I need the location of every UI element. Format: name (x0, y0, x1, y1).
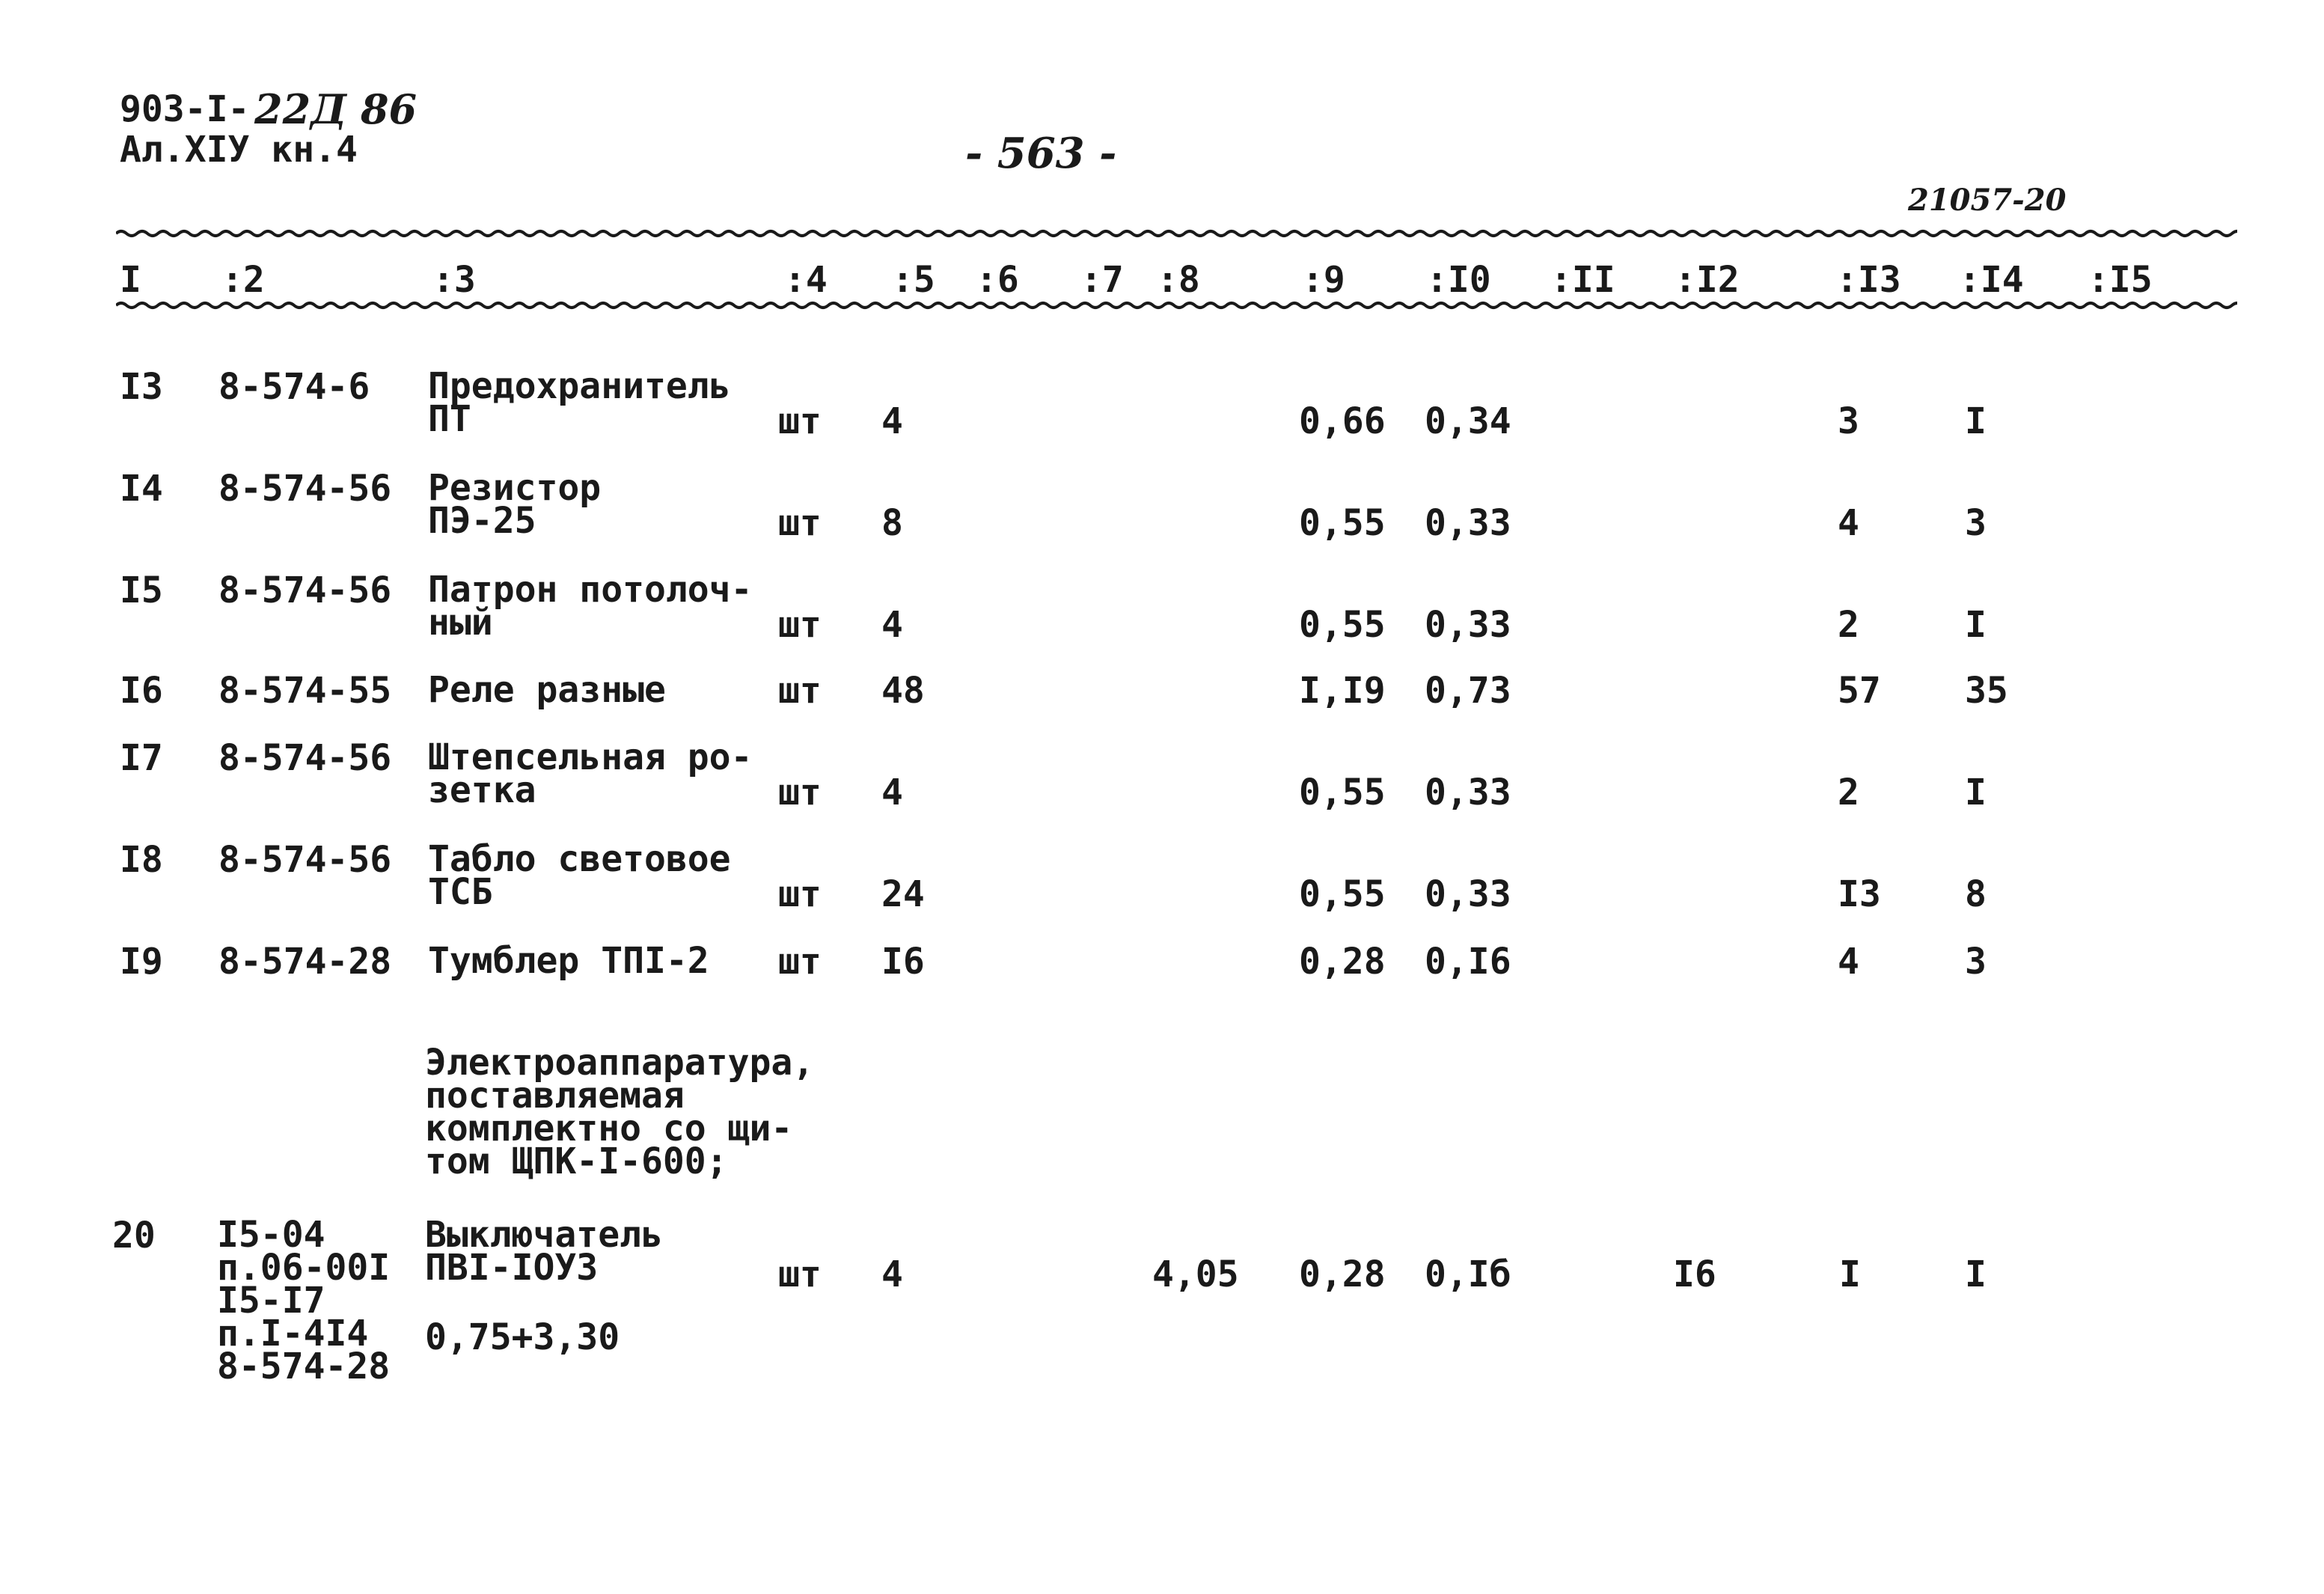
col13-value: I3 (1838, 873, 1881, 915)
col9-value: 0,28 (1299, 1253, 1386, 1295)
col10-value: 0,I6 (1425, 941, 1511, 983)
col13-value: 4 (1838, 941, 1859, 983)
item-name: Выключатель ПВI-IОУЗ (425, 1214, 663, 1289)
quantity: 48 (881, 670, 925, 712)
unit: шт (778, 502, 822, 544)
col14-value: I (1965, 604, 1987, 646)
item-name: Резистор ПЭ-25 (428, 467, 602, 542)
col9-value: 0,55 (1299, 873, 1386, 915)
column-header-rule (116, 298, 2237, 313)
col14-value: 3 (1965, 502, 1987, 544)
section-heading: Электроаппаратура, поставляемая комплектно со щи- том ЩПК-I-600; (425, 1042, 815, 1182)
price-code: 8-574-56 (218, 737, 392, 779)
col13-value: I (1839, 1253, 1861, 1295)
col9-value: 0,55 (1299, 502, 1386, 544)
col14-value: 3 (1965, 941, 1987, 983)
col10-value: 0,33 (1425, 772, 1511, 813)
quantity: 4 (881, 400, 903, 442)
col14-value: I (1965, 1253, 1987, 1295)
col13-value: 2 (1838, 604, 1859, 646)
column-number: :7 (1080, 259, 1124, 301)
unit: шт (778, 873, 822, 915)
col14-value: 8 (1965, 873, 1987, 915)
row-number: I6 (120, 670, 163, 712)
column-number: :9 (1302, 259, 1345, 301)
column-number: :II (1550, 259, 1615, 301)
col10-value: 0,33 (1425, 604, 1511, 646)
column-number: :6 (976, 259, 1019, 301)
price-code: 8-574-6 (218, 366, 370, 408)
unit: шт (778, 670, 822, 712)
col13-value: 57 (1838, 670, 1881, 712)
quantity: 24 (881, 873, 925, 915)
top-rule (116, 226, 2237, 241)
column-number: :2 (221, 259, 265, 301)
formula: 0,75+3,30 (425, 1316, 620, 1358)
col13-value: 4 (1838, 502, 1859, 544)
quantity: 4 (881, 1253, 903, 1295)
column-number: :I5 (2088, 259, 2153, 301)
unit: шт (778, 1253, 822, 1295)
column-number: :I3 (1836, 259, 1901, 301)
item-name: Патрон потолоч- ный (428, 569, 753, 644)
item-name: Тумблер ТПI-2 (428, 940, 709, 982)
row-number: I3 (120, 366, 163, 408)
col9-value: 0,66 (1299, 400, 1386, 442)
column-number: :5 (892, 259, 935, 301)
page-number: - 563 - (965, 129, 1117, 178)
price-code: 8-574-56 (218, 569, 392, 611)
col9-value: 0,55 (1299, 772, 1386, 813)
col14-value: I (1965, 772, 1987, 813)
row-number: 20 (112, 1215, 156, 1256)
col10-value: 0,33 (1425, 873, 1511, 915)
price-code: 8-574-55 (218, 670, 392, 712)
quantity: I6 (881, 941, 925, 983)
unit: шт (778, 941, 822, 983)
header-album-book: Ал.XIУ кн.4 (120, 129, 358, 171)
item-name: Табло световое ТСБ (428, 838, 731, 913)
quantity: 8 (881, 502, 903, 544)
col10-value: 0,33 (1425, 502, 1511, 544)
col9-value: 0,55 (1299, 604, 1386, 646)
quantity: 4 (881, 772, 903, 813)
header-code: 903-I- (120, 88, 250, 130)
col9-value: I,I9 (1299, 670, 1386, 712)
item-name: Штепсельная ро- зетка (428, 736, 753, 811)
col10-value: 0,73 (1425, 670, 1511, 712)
col10-value: 0,34 (1425, 400, 1511, 442)
column-number: :I0 (1426, 259, 1491, 301)
row-number: I5 (120, 569, 163, 611)
unit: шт (778, 772, 822, 813)
column-number: :I2 (1675, 259, 1740, 301)
col8-value: 4,05 (1152, 1253, 1239, 1295)
row-number: I7 (120, 737, 163, 779)
item-name: Предохранитель ПТ (428, 365, 731, 440)
unit: шт (778, 400, 822, 442)
col14-value: 35 (1965, 670, 2008, 712)
col13-value: 3 (1838, 400, 1859, 442)
column-number: I (120, 259, 141, 301)
quantity: 4 (881, 604, 903, 646)
col12-value: I6 (1673, 1253, 1716, 1295)
column-number: :4 (784, 259, 828, 301)
row-number: I9 (120, 941, 163, 983)
item-name: Реле разные (428, 669, 666, 711)
col14-value: I (1965, 400, 1987, 442)
col13-value: 2 (1838, 772, 1859, 813)
col9-value: 0,28 (1299, 941, 1386, 983)
row-number: I8 (120, 839, 163, 881)
column-number: :8 (1157, 259, 1200, 301)
price-code: 8-574-56 (218, 839, 392, 881)
column-number: :3 (432, 259, 476, 301)
header-handwritten-code: 22Д 86 (254, 85, 418, 133)
unit: шт (778, 604, 822, 646)
col10-value: 0,Iб (1425, 1253, 1511, 1295)
price-code: 8-574-56 (218, 468, 392, 510)
row-number: I4 (120, 468, 163, 510)
price-code: I5-04 п.06-00I I5-I7 п.I-4I4 8-574-28 (217, 1214, 391, 1387)
price-code: 8-574-28 (218, 941, 392, 983)
column-number: :I4 (1959, 259, 2024, 301)
document-number: 21057-20 (1908, 183, 2067, 218)
